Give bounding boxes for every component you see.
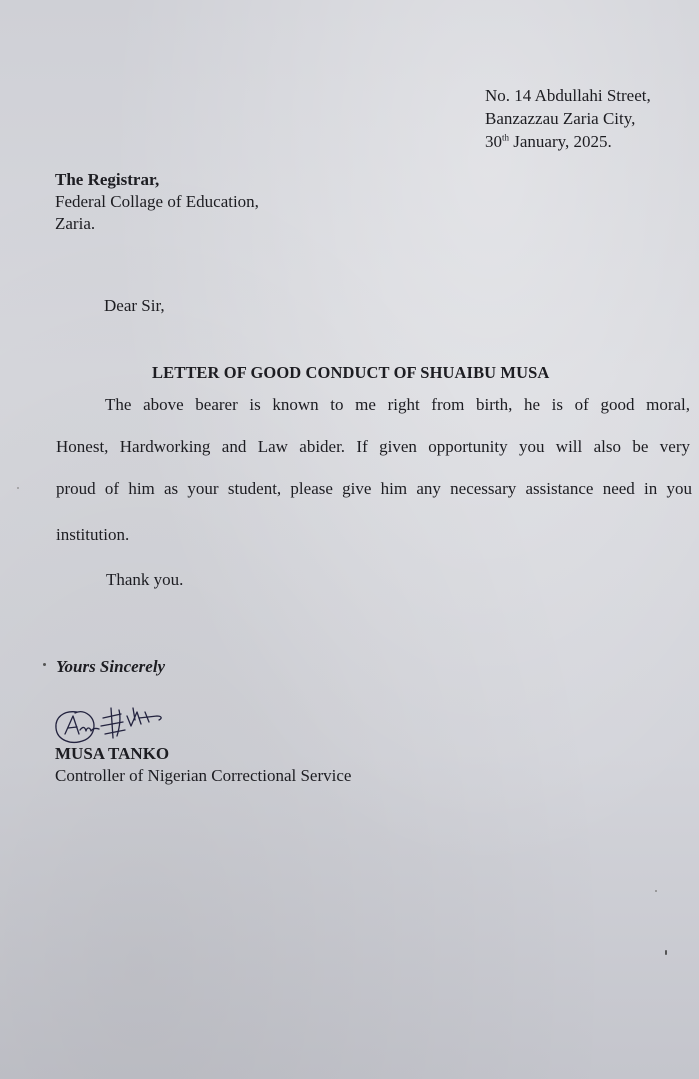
body-line-3: proud of him as your student, please give him any necessary assistance need in you: [56, 479, 692, 498]
closing-line: Yours Sincerely: [56, 657, 166, 676]
signer-title: Controller of Nigerian Correctional Service: [55, 766, 352, 785]
sender-address: [485, 84, 651, 153]
date-suffix: th: [502, 132, 510, 143]
letter-date: [485, 130, 651, 153]
body-line-4: institution.: [56, 525, 130, 544]
recipient-org: Federal Collage of Education,: [55, 192, 259, 211]
date-day: 30: [485, 132, 502, 151]
paper-speck: [17, 487, 19, 489]
recipient-city: Zaria.: [55, 214, 96, 233]
address-line-street: No. 14 Abdullahi Street,: [485, 86, 651, 105]
salutation: Dear Sir,: [104, 296, 165, 315]
signer-name: MUSA TANKO: [55, 744, 170, 763]
paper-speck: [43, 663, 46, 666]
date-rest: January, 2025.: [509, 132, 612, 151]
letter-subject: LETTER OF GOOD CONDUCT OF SHUAIBU MUSA: [152, 363, 550, 382]
paper-speck: [655, 890, 657, 892]
thanks-line: Thank you.: [106, 570, 184, 589]
address-line-city: Banzazzau Zaria City,: [485, 109, 636, 128]
recipient-title: The Registrar,: [55, 170, 160, 189]
body-line-2: Honest, Hardworking and Law abider. If given opportunity you will also be very: [56, 437, 690, 456]
paper-speck: [665, 950, 667, 955]
recipient-block: [55, 168, 259, 234]
body-line-1: The above bearer is known to me right from birth, he is of good moral,: [105, 395, 690, 414]
